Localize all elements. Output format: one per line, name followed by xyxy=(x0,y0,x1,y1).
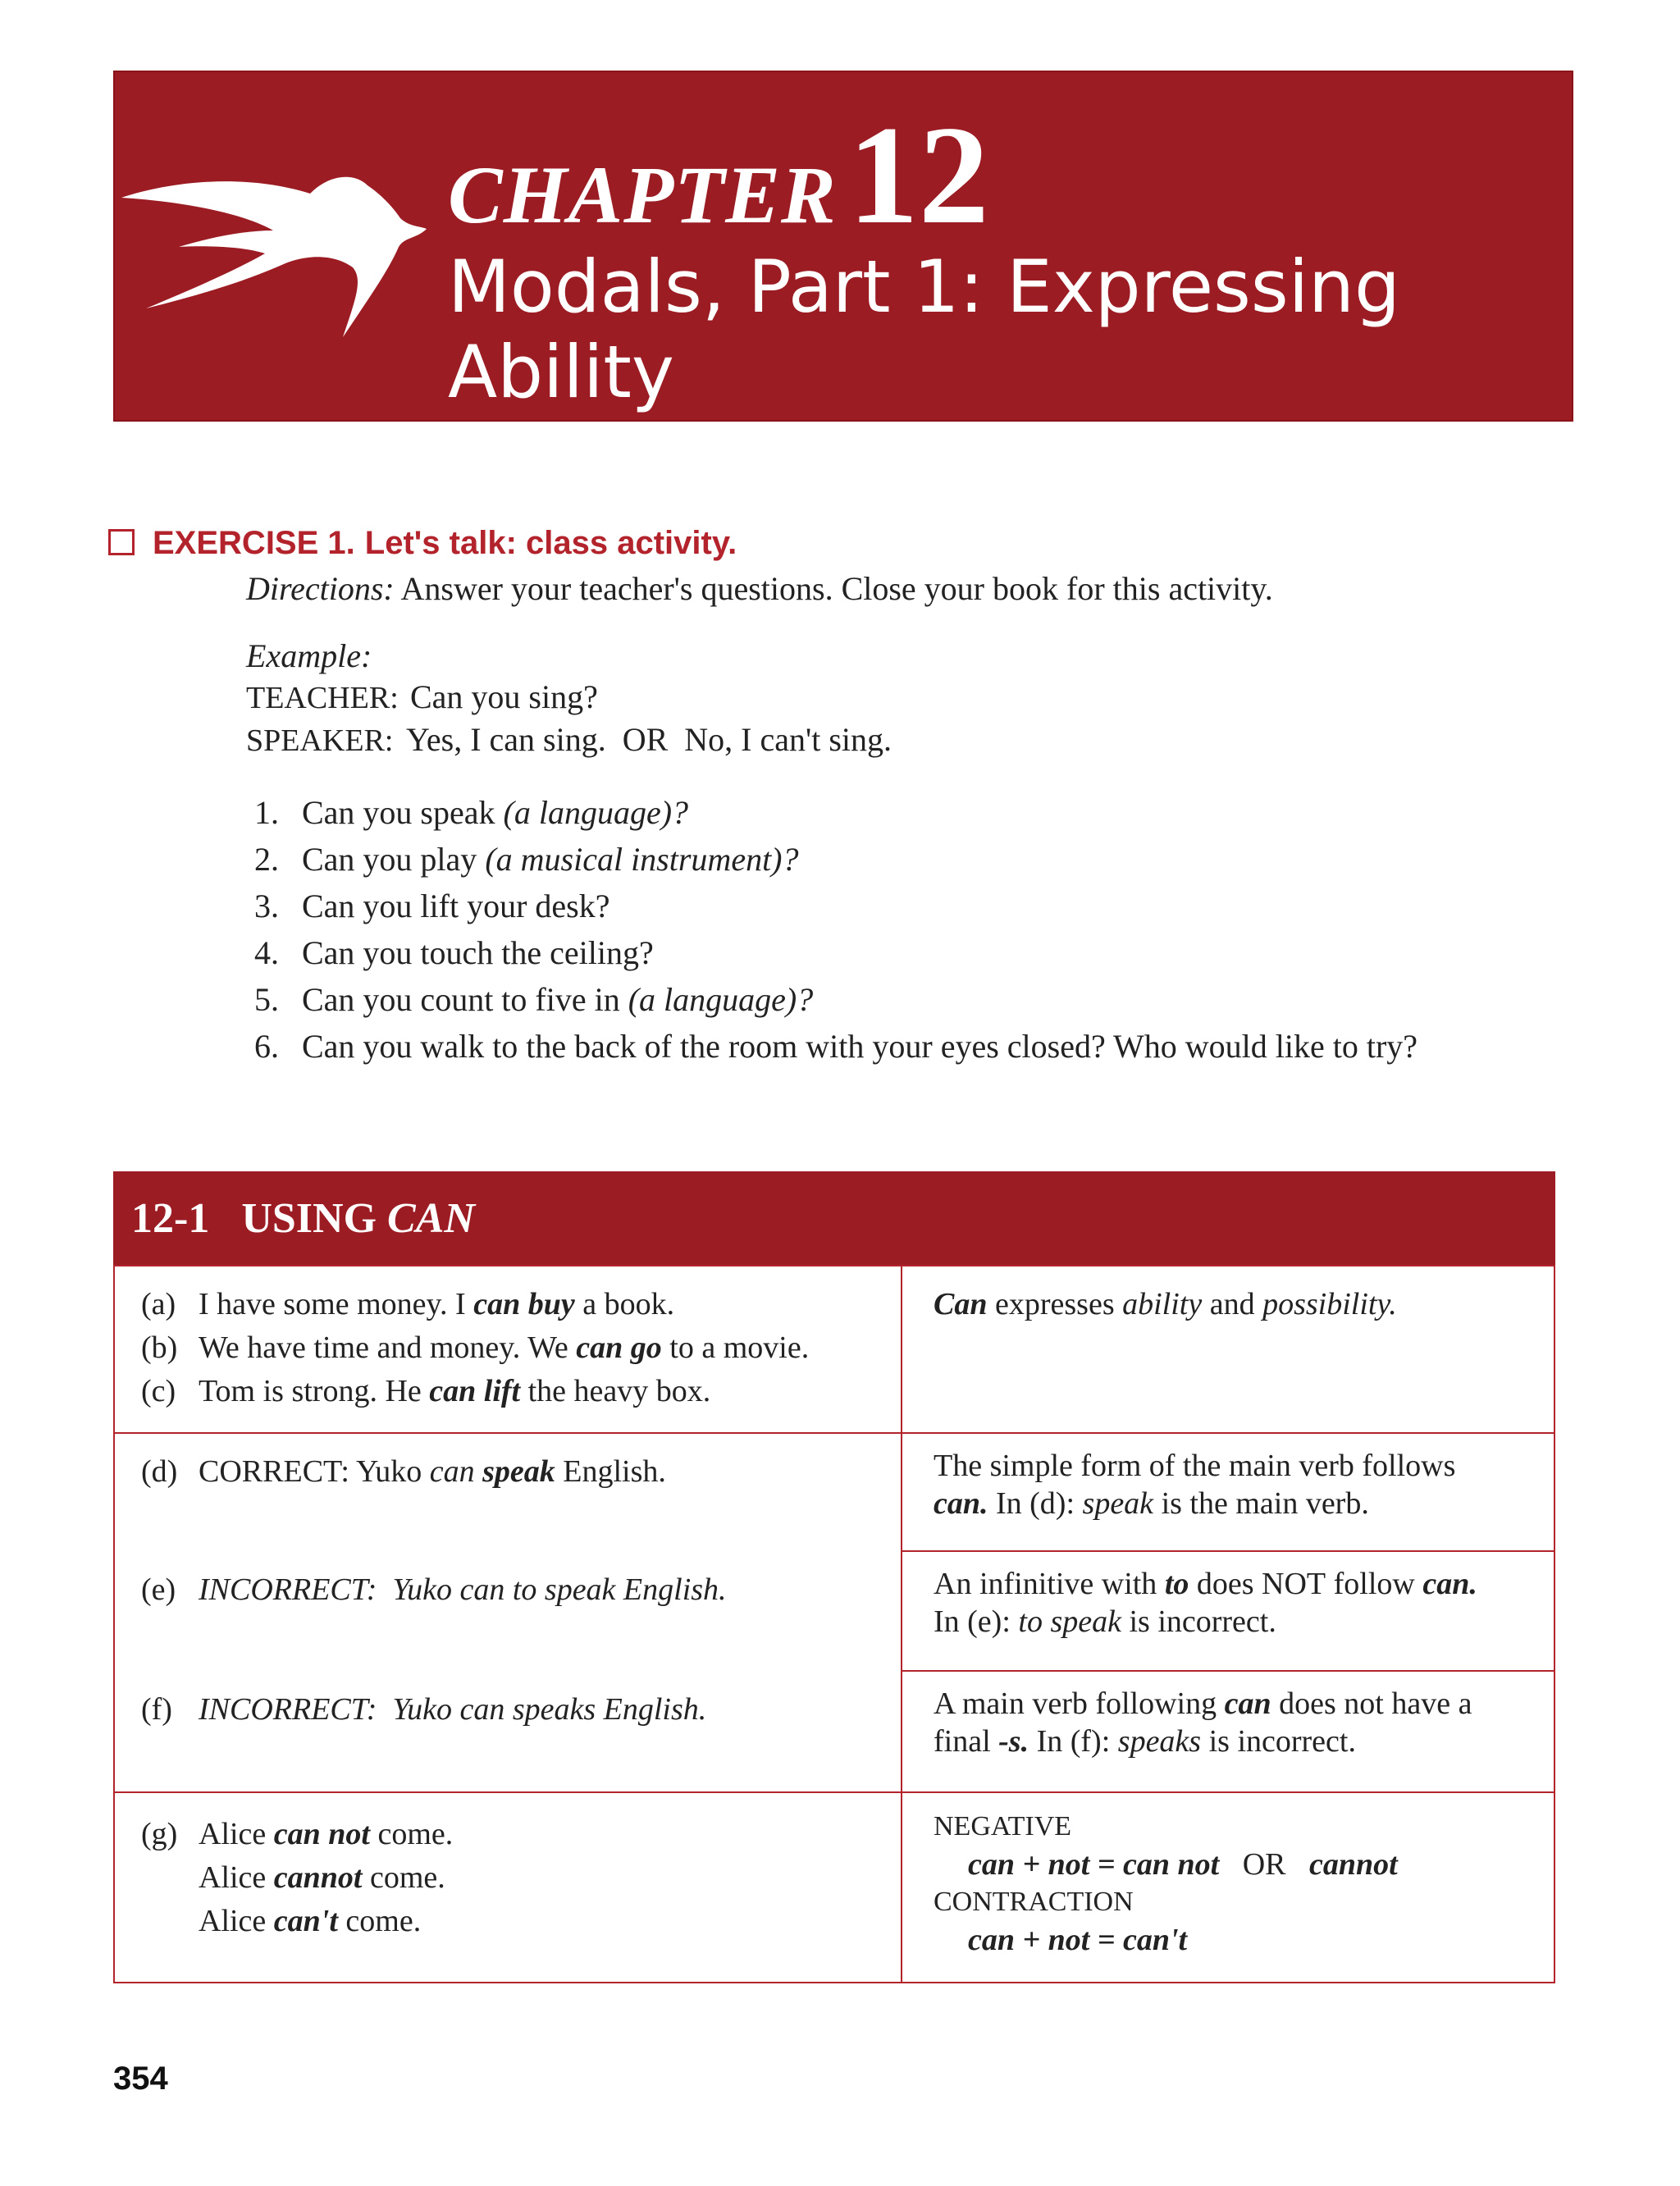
example-label: Example: xyxy=(246,637,372,674)
teacher-text: Can you sing? xyxy=(410,678,598,715)
list-item: 2. Can you play (a musical instrument)? xyxy=(254,841,799,878)
list-item: 5. Can you count to five in (a language)? xyxy=(254,981,814,1018)
example-g3: Alice can't come. xyxy=(199,1904,422,1938)
exercise-title: Let's talk: class activity. xyxy=(364,525,737,561)
list-item: 4. Can you touch the ceiling? xyxy=(254,934,654,971)
explanation-cell-f: A main verb following can does not have a final -s. In (f): speaks is incorrect. xyxy=(901,1670,1555,1793)
teacher-line xyxy=(246,678,598,716)
list-item: 3. Can you lift your desk? xyxy=(254,888,610,924)
speaker-text-2: No, I can't sing. xyxy=(684,721,892,758)
speaker-text-1: Yes, I can sing. xyxy=(406,721,606,758)
exercise-directions xyxy=(246,569,1273,608)
explanation-cell-d: The simple form of the main verb follows can. In (d): speak is the main verb. xyxy=(901,1432,1555,1552)
chart-number: 12-1 xyxy=(131,1195,210,1242)
example-e: (e) INCORRECT: Yuko can to speak English. xyxy=(141,1572,727,1607)
chapter-title-line2: Ability xyxy=(448,330,674,414)
example-f: (f) INCORRECT: Yuko can speaks English. xyxy=(141,1692,707,1727)
explanation-cell-g xyxy=(901,1791,1555,1983)
chapter-heading xyxy=(448,95,989,257)
directions-text: Answer your teacher's questions. Close your book for this activity. xyxy=(400,570,1273,607)
example-cell-abc xyxy=(113,1265,902,1434)
teacher-role: TEACHER: xyxy=(246,681,399,715)
speaker-role: SPEAKER: xyxy=(246,723,394,758)
chart-title-italic: CAN xyxy=(387,1195,475,1242)
example-g1: (g) Alice can not come. xyxy=(141,1817,454,1851)
exercise-checkbox[interactable] xyxy=(108,529,135,555)
chart-title: USING xyxy=(241,1195,377,1242)
directions-label: Directions: xyxy=(246,570,395,607)
negative-label: NEGATIVE xyxy=(934,1811,1072,1841)
example-cell-g xyxy=(113,1791,902,1983)
explanation-cell-1: Can expresses ability and possibility. xyxy=(901,1265,1555,1434)
speaker-line xyxy=(246,720,892,759)
contraction-formula: can + not = can't xyxy=(968,1923,1188,1957)
chapter-title-line1: Modals, Part 1: Expressing xyxy=(448,244,1400,329)
negative-formula: can + not = can not OR cannot xyxy=(968,1847,1398,1882)
list-item: 1. Can you speak (a language)? xyxy=(254,794,689,831)
example-g2: Alice cannot come. xyxy=(199,1860,445,1895)
chart-header xyxy=(113,1171,1555,1266)
chapter-title xyxy=(448,244,1514,415)
question-list xyxy=(254,789,1418,1070)
exercise-heading xyxy=(108,525,737,562)
chapter-word: CHAPTER xyxy=(448,149,837,240)
chapter-number: 12 xyxy=(847,98,989,253)
exercise-label: EXERCISE 1. xyxy=(153,525,355,561)
chapter-banner xyxy=(113,71,1573,422)
example-c: (c) Tom is strong. He can lift the heavy box. xyxy=(141,1374,711,1408)
example-cell-def xyxy=(113,1432,902,1793)
list-item: 6. Can you walk to the back of the room with your eyes closed? Who would like to try? xyxy=(254,1028,1418,1065)
example-b: (b) We have time and money. We can go to a movie. xyxy=(141,1330,810,1365)
explanation-cell-e: An infinitive with to does NOT follow can. In (e): to speak is incorrect. xyxy=(901,1550,1555,1672)
example-d: (d) CORRECT: Yuko can speak English. xyxy=(141,1454,666,1489)
page-number: 354 xyxy=(113,2060,168,2097)
example-a: (a) I have some money. I can buy a book. xyxy=(141,1287,675,1321)
or-word: OR xyxy=(622,721,669,758)
swallow-bird-icon xyxy=(121,148,433,337)
contraction-label: CONTRACTION xyxy=(934,1887,1134,1917)
